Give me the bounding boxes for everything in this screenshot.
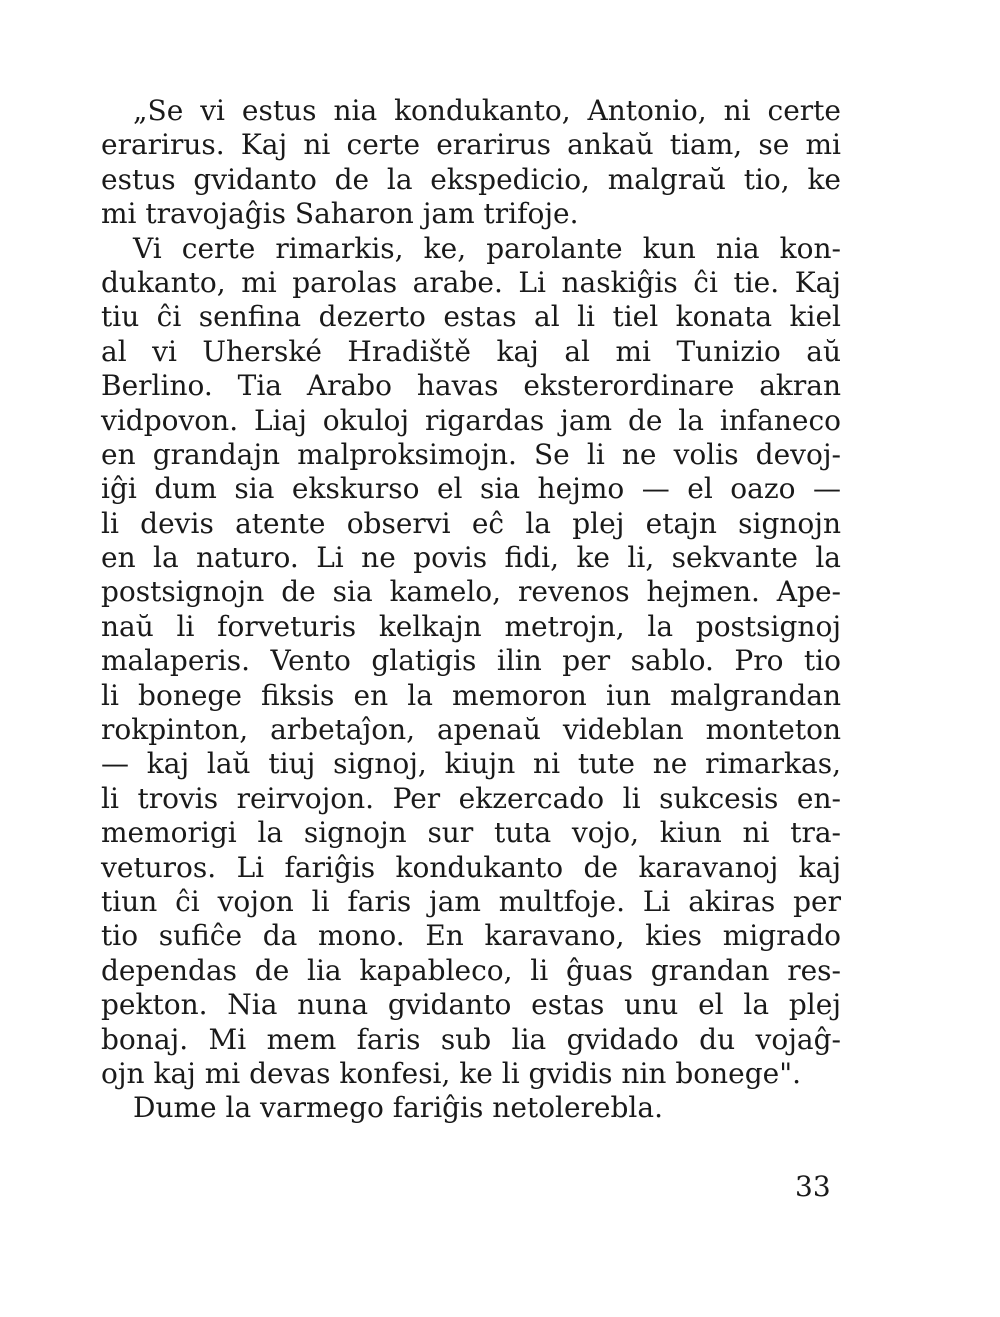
text-line: li bonege fiksis en la memoron iun malgrandan xyxy=(101,678,841,712)
text-line: iĝi dum sia ekskurso el sia hejmo — el oazo — xyxy=(101,472,841,506)
text-line: al vi Uherské Hradiště kaj al mi Tunizio aŭ xyxy=(101,334,841,368)
text-line: naŭ li forveturis kelkajn metrojn, la postsignoj xyxy=(101,609,841,643)
text-line: dependas de lia kapableco, li ĝuas grandan res- xyxy=(101,953,841,987)
text-line: — kaj laŭ tiuj signoj, kiujn ni tute ne rimarkas, xyxy=(101,747,841,781)
text-line: li trovis reirvojon. Per ekzercado li sukcesis en- xyxy=(101,781,841,815)
text-line: en la naturo. Li ne povis fidi, ke li, sekvante la xyxy=(101,541,841,575)
text-line: estus gvidanto de la ekspedicio, malgraŭ tio, ke xyxy=(101,162,841,196)
text-line: Dume la varmego fariĝis netolerebla. xyxy=(133,1091,663,1125)
text-line: Berlino. Tia Arabo havas eksterordinare akran xyxy=(101,369,841,403)
text-line: erarirus. Kaj ni certe erarirus ankaŭ tiam, se mi xyxy=(101,128,841,162)
text-line: mi travojaĝis Saharon jam trifoje. xyxy=(101,197,579,231)
text-line: postsignojn de sia kamelo, revenos hejmen. Ape- xyxy=(101,575,841,609)
text-line: li devis atente observi eĉ la plej etajn signojn xyxy=(101,506,841,540)
body-text xyxy=(101,94,841,1126)
text-line: malaperis. Vento glatigis ilin per sablo. Pro tio xyxy=(101,644,841,678)
text-line: bonaj. Mi mem faris sub lia gvidado du vojaĝ- xyxy=(101,1022,841,1056)
text-line: Vi certe rimarkis, ke, parolante kun nia kon- xyxy=(133,231,841,265)
text-line: ojn kaj mi devas konfesi, ke li gvidis nin bonege". xyxy=(101,1056,801,1090)
text-line: en grandajn malproksimojn. Se li ne volis devoj- xyxy=(101,437,841,471)
text-line: memorigi la signojn sur tuta vojo, kiun ni tra- xyxy=(101,816,841,850)
text-line: „Se vi estus nia kondukanto, Antonio, ni certe xyxy=(133,94,841,127)
text-line: vidpovon. Liaj okuloj rigardas jam de la infaneco xyxy=(101,403,841,437)
text-line: veturos. Li fariĝis kondukanto de karavanoj kaj xyxy=(101,850,841,884)
page-number: 33 xyxy=(795,1170,831,1203)
text-line: rokpinton, arbetaĵon, apenaŭ videblan monteton xyxy=(101,713,841,747)
text-line: tiun ĉi vojon li faris jam multfoje. Li akiras per xyxy=(101,884,841,918)
text-line: dukanto, mi parolas arabe. Li naskiĝis ĉi tie. Kaj xyxy=(101,265,841,299)
text-line: pekton. Nia nuna gvidanto estas unu el la plej xyxy=(101,988,841,1022)
text-line: tiu ĉi senfina dezerto estas al li tiel konata kiel xyxy=(101,300,841,334)
text-line: tio sufiĉe da mono. En karavano, kies migrado xyxy=(101,919,841,953)
